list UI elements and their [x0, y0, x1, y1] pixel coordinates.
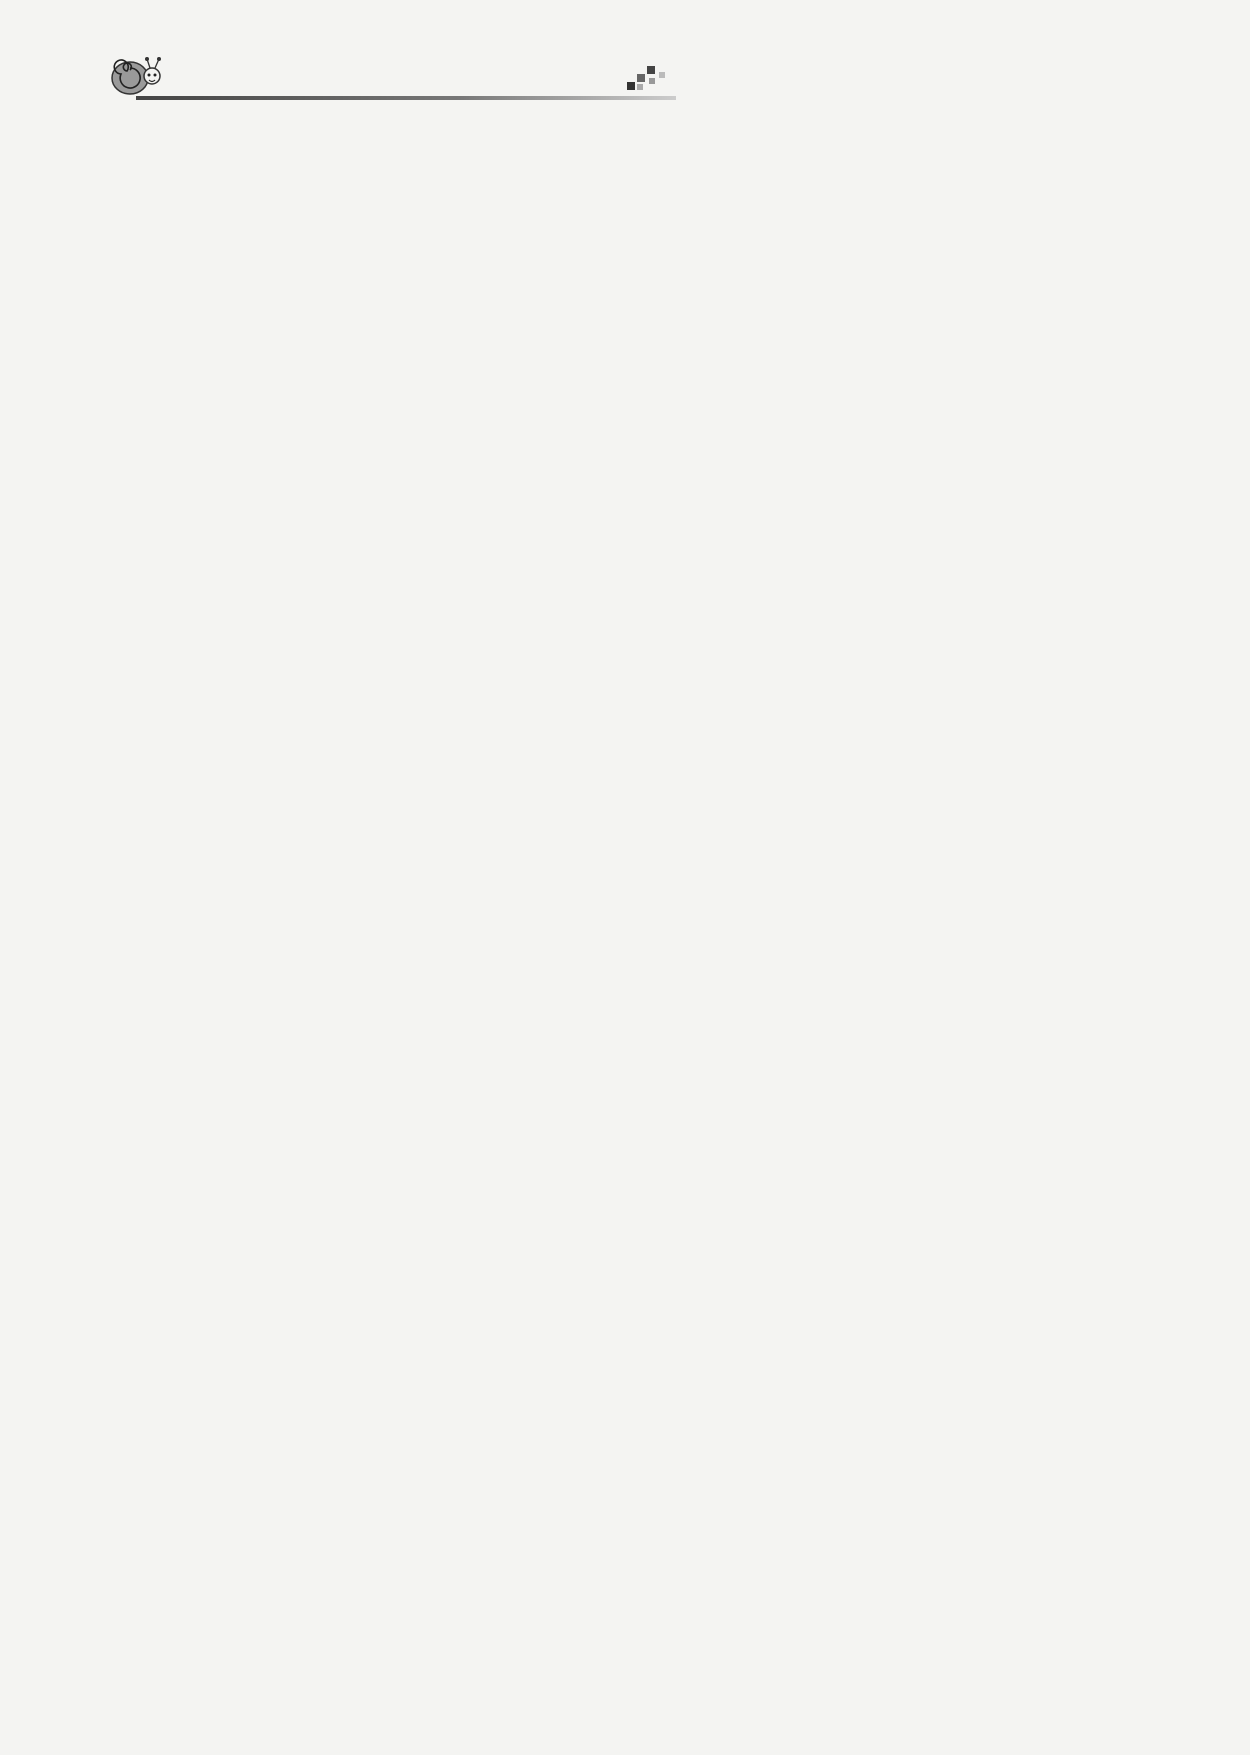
page-content [126, 130, 1126, 350]
header-rule [136, 96, 676, 100]
questions-label [126, 242, 1126, 278]
questions-heading [126, 170, 1126, 206]
listen-again-note [126, 206, 1126, 242]
question-item [126, 314, 1126, 350]
page-header [100, 52, 580, 102]
snail-logo-icon [108, 56, 164, 96]
section-heading [126, 134, 1126, 170]
question-item [126, 278, 1126, 314]
decorative-squares-icon [625, 62, 675, 94]
